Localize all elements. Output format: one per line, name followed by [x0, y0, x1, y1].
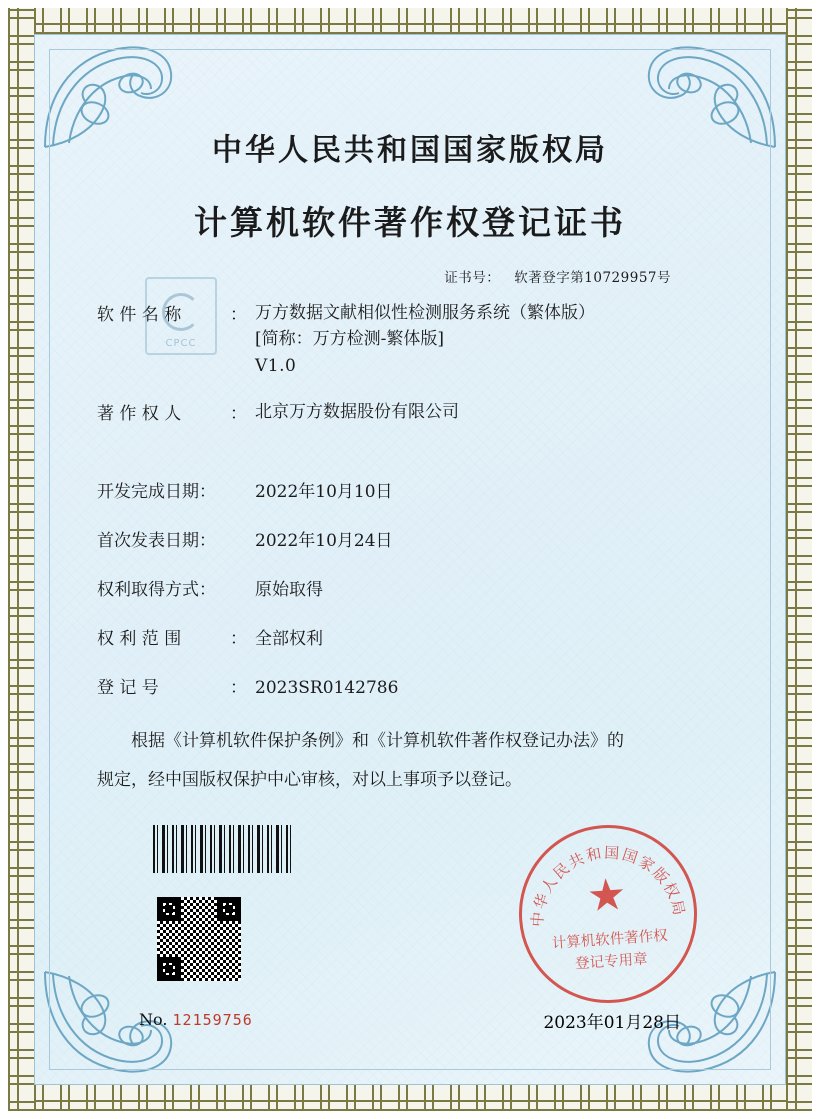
field-registration-no-label	[97, 673, 247, 698]
seal-star-icon: ★	[585, 869, 629, 922]
statement-line-1: 根据《计算机软件保护条例》和《计算机软件著作权登记办法》的	[131, 731, 624, 752]
field-right-acquisition-label	[97, 575, 247, 600]
official-seal	[513, 819, 703, 1009]
border-band-top	[8, 8, 812, 34]
serial-number-value: 12159756	[172, 1011, 253, 1029]
field-spacer	[97, 431, 723, 477]
fields-block	[97, 300, 723, 698]
serial-number	[139, 1010, 253, 1029]
field-right-scope	[97, 624, 723, 649]
field-software-name-value	[247, 300, 595, 379]
seal-bottom-line-2: 登记专用章	[574, 951, 649, 973]
field-registration-no-value: 2023SR0142786	[255, 678, 399, 699]
certificate-title: 计算机软件著作权登记证书	[194, 203, 626, 242]
statement-line-2: 规定，经中国版权保护中心审核，对以上事项予以登记。	[97, 770, 522, 791]
field-right-acquisition	[97, 575, 723, 600]
field-first-publish-date-label	[97, 526, 247, 551]
field-registration-no-label-text: 登 记 号	[97, 678, 159, 699]
certificate-number-value: 软著登字第10729957号	[514, 270, 671, 286]
software-name-line2: [简称：万方检测-繁体版]	[255, 329, 445, 350]
field-development-date-label	[97, 477, 247, 502]
border-band-left	[8, 8, 34, 1111]
field-registration-no-colon: ：	[230, 678, 247, 699]
software-name-line1: 万方数据文献相似性检测服务系统（繁体版）	[255, 303, 595, 323]
issue-date: 2023年01月28日	[543, 1013, 681, 1033]
certificate-inner-frame	[34, 34, 786, 1085]
field-development-date-label-text: 开发完成日期：	[97, 482, 216, 503]
field-copyright-owner-colon: ：	[230, 404, 247, 425]
field-copyright-owner-label	[97, 399, 247, 424]
seal-bottom-line-1: 计算机软件著作权	[551, 927, 669, 952]
field-first-publish-date-label-text: 首次发表日期：	[97, 531, 216, 552]
software-name-version: V1.0	[255, 355, 297, 376]
field-right-scope-colon: ：	[230, 629, 247, 650]
seal-arc-label: 中华人民共和国国家版权局	[528, 843, 689, 928]
field-registration-no	[97, 673, 723, 698]
field-first-publish-date	[97, 526, 723, 551]
serial-number-label: No.	[139, 1010, 168, 1029]
field-development-date	[97, 477, 723, 502]
border-band-right	[786, 8, 812, 1111]
barcode	[153, 825, 293, 873]
field-copyright-owner-value: 北京万方数据股份有限公司	[255, 402, 459, 423]
field-software-name-label-text: 软 件 名 称	[97, 305, 182, 325]
field-copyright-owner	[97, 399, 723, 425]
cpcc-watermark-logo: CPCC	[145, 277, 217, 355]
field-right-acquisition-value: 原始取得	[255, 580, 323, 601]
qr-code	[157, 897, 241, 981]
field-right-scope-value: 全部权利	[255, 629, 323, 650]
field-first-publish-date-value: 2022年10月24日	[255, 531, 393, 552]
field-copyright-owner-label-text: 著 作 权 人	[97, 404, 182, 425]
border-band-bottom	[8, 1085, 812, 1111]
field-development-date-value: 2022年10月10日	[255, 482, 393, 503]
field-right-acquisition-label-text: 权利取得方式：	[97, 580, 216, 601]
certificate-number-label: 证书号：	[444, 270, 501, 286]
field-right-scope-label-text: 权 利 范 围	[97, 629, 182, 650]
statement-paragraph	[97, 722, 723, 800]
field-software-name	[97, 300, 723, 379]
field-software-name-label	[97, 300, 247, 325]
issuer-title: 中华人民共和国国家版权局	[212, 133, 608, 168]
field-right-scope-label	[97, 624, 247, 649]
field-software-name-colon: ：	[230, 305, 247, 325]
